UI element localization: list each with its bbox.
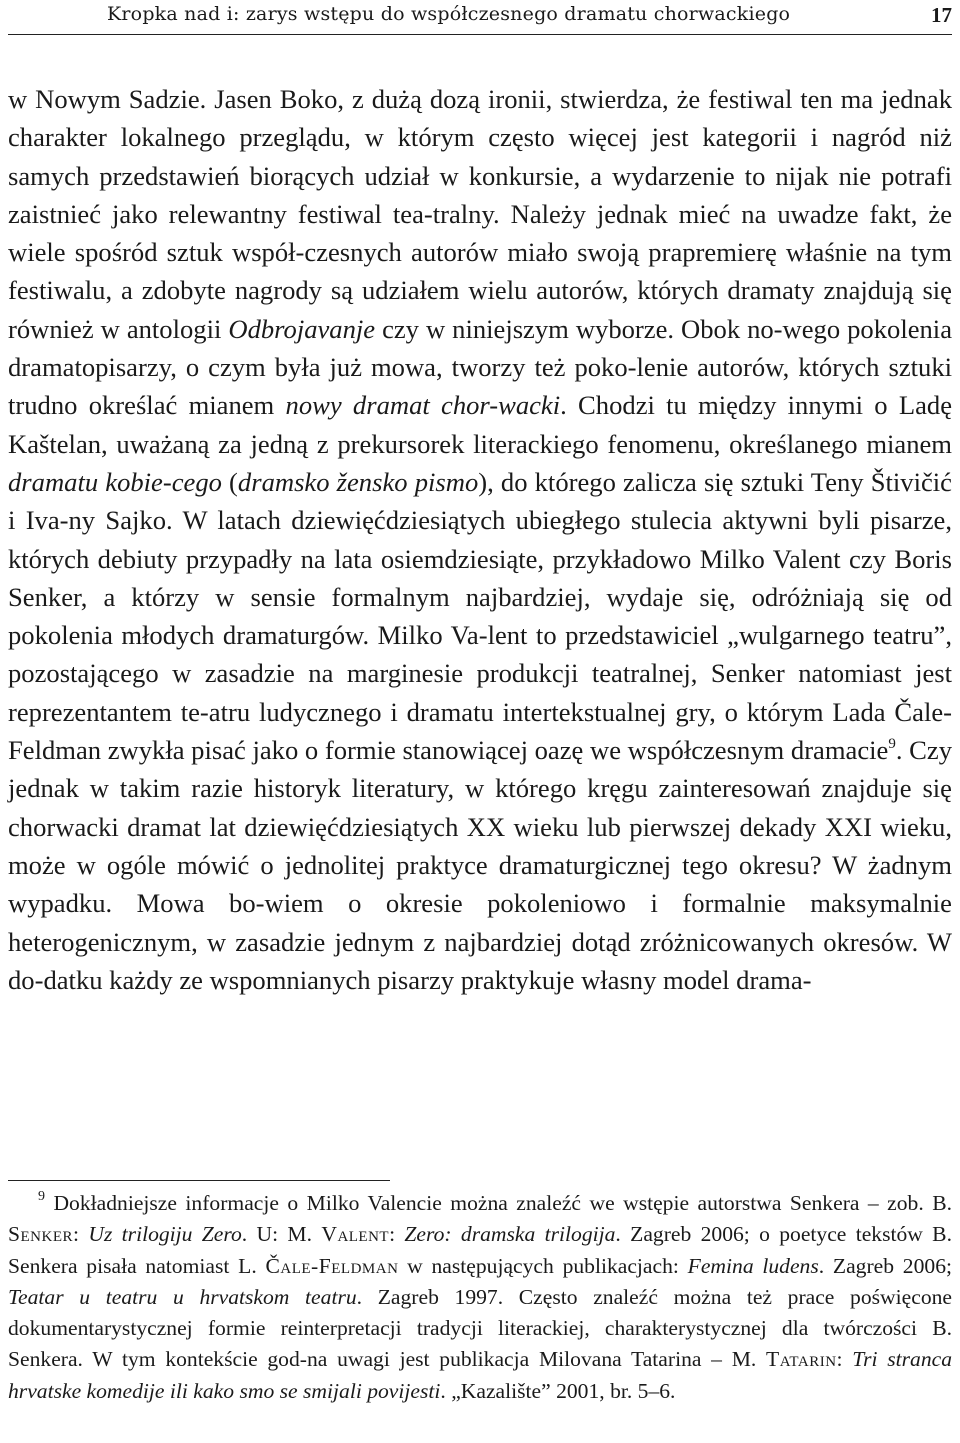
footnote-text: : xyxy=(389,1222,405,1247)
header-rule xyxy=(8,34,952,35)
book-title: Teatar u teatru u hrvatskom teatru xyxy=(8,1284,357,1309)
footnote-text: Dokładniejsze informacje o Milko Valencie można znaleźć we wstępie autorstwa Senkera – zob. B. xyxy=(45,1191,952,1215)
footnote-text: . Zagreb 2006; o poetyce tekstów B. Senkera pisała natomiast L. xyxy=(8,1222,952,1278)
footnote-text: : xyxy=(73,1222,89,1247)
footnote-text: . „Kazalište” 2001, br. 5–6. xyxy=(440,1378,676,1403)
book-title: Zero: dramska trilogija xyxy=(404,1222,616,1247)
book-title: Uz trilogiju Zero xyxy=(88,1222,242,1247)
body-text-segment: . Chodzi tu między innymi o Ladę Kaštelan, uważaną za jedną z prekursorek literackiego fenomenu, określanego mianem xyxy=(8,390,953,459)
body-text-segment: ), do którego zalicza się sztuki Teny Štivičić i Iva-ny Sajko. W latach dziewięćdziesiątych ubiegłego stulecia aktywni byli pisarze, których debiuty przypadły na lata osiemdziesiąte, przykładowo Milko Valent czy Boris Senker, a którzy w sensie formalnym najbardziej, wydaje się, odróżniają się od pokolenia młodych dramaturgów. Milko Va-lent to przedstawiciel „wulgarnego teatru”, pozostającego w zasadzie na marginesie produkcji teatralnej, Senker natomiast jest reprezentantem te-atru ludycznego i dramatu intertekstualnej gry, o którym Lada Čale-Feldman zwykła pisać jako o formie stanowiącej oazę we współczesnym dramacie xyxy=(8,466,952,766)
body-text-segment: . Czy jednak w takim razie historyk literatury, w którego kręgu zainteresowań znajduje się chorwacki dramat lat dziewięćdziesiątych XX wieku lub pierwszej dekady XXI wieku, może w ogóle mówić o jednolitej praktyce dramaturgicznej tego okresu? W żadnym wypadku. Mowa bo-wiem o okresie pokoleniowo i formalnie maksymalnie heterogenicznym, w zasadzie jednym z najbardziej dotąd zróżnicowanych okresów. W do-datku każdy ze wspomnianych pisarzy praktykuje własny model drama- xyxy=(8,735,953,995)
italic-title: Odbrojavanje xyxy=(228,313,376,344)
author-name: Čale-Feldman xyxy=(265,1253,399,1278)
running-title: Kropka nad i: zarys wstępu do współczesnego dramatu chorwackiego xyxy=(107,3,791,25)
author-name: Valent xyxy=(321,1222,390,1247)
footnote-text: : xyxy=(836,1347,853,1372)
footnote-number: 9 xyxy=(38,1189,45,1205)
italic-term: dramatu kobie-cego xyxy=(8,466,222,497)
main-paragraph xyxy=(8,80,952,999)
body-text-segment: czy w niniejszym wyborze. Obok no-wego pokolenia dramatopisarzy, o czym była już mowa, tworzy też poko-lenie autorów, których sztuki trudno określać mianem xyxy=(8,313,952,421)
book-title: Tri stranca hrvatske komedije ili kako smo se smijali povijesti xyxy=(8,1347,953,1403)
italic-term: dramsko žensko pismo xyxy=(237,466,479,497)
body-text-segment: ( xyxy=(221,466,238,497)
footnote-text: . Zagreb 2006; xyxy=(818,1253,952,1278)
footnote xyxy=(8,1188,952,1407)
body-text-segment: w Nowym Sadzie. Jasen Boko, z dużą dozą ironii, stwierdza, że festiwal ten ma jednak charakter lokalnego przeglądu, w którym często więcej jest kategorii i nagród niż samych przedstawień biorących udział w konkursie, a wydarzenie to nijak nie potrafi zaistnieć jako relewantny festiwal tea-tralny. Należy jednak mieć na uwadze fakt, że wiele spośród sztuk współ-czesnych autorów miało swoją prapremierę właśnie na tym festiwalu, a zdobyte nagrody są udziałem wielu autorów, których dramaty znajdują się również w antologii xyxy=(8,84,952,344)
italic-term: nowy dramat chor-wacki xyxy=(285,390,561,421)
page-number: 17 xyxy=(931,3,952,27)
footnote-rule xyxy=(8,1180,390,1181)
page-header xyxy=(0,0,960,40)
footnote-text: w następujących publikacjach: xyxy=(398,1253,688,1278)
footnote-text: . Zagreb 1997. Często znaleźć można też prace poświęcone dokumentarystycznej formie reinterpretacji tradycji literackiej, charakterystycznej dla twórczości B. Senkera. W tym kontekście god-na uwagi jest publikacja Milovana Tatarina – M. xyxy=(8,1284,952,1372)
author-name: Tatarin xyxy=(766,1347,837,1372)
book-title: Femina ludens xyxy=(687,1253,819,1278)
footnote-text: . U: M. xyxy=(241,1222,322,1247)
footnote-reference: 9 xyxy=(888,735,896,752)
author-name: Senker xyxy=(8,1222,74,1247)
